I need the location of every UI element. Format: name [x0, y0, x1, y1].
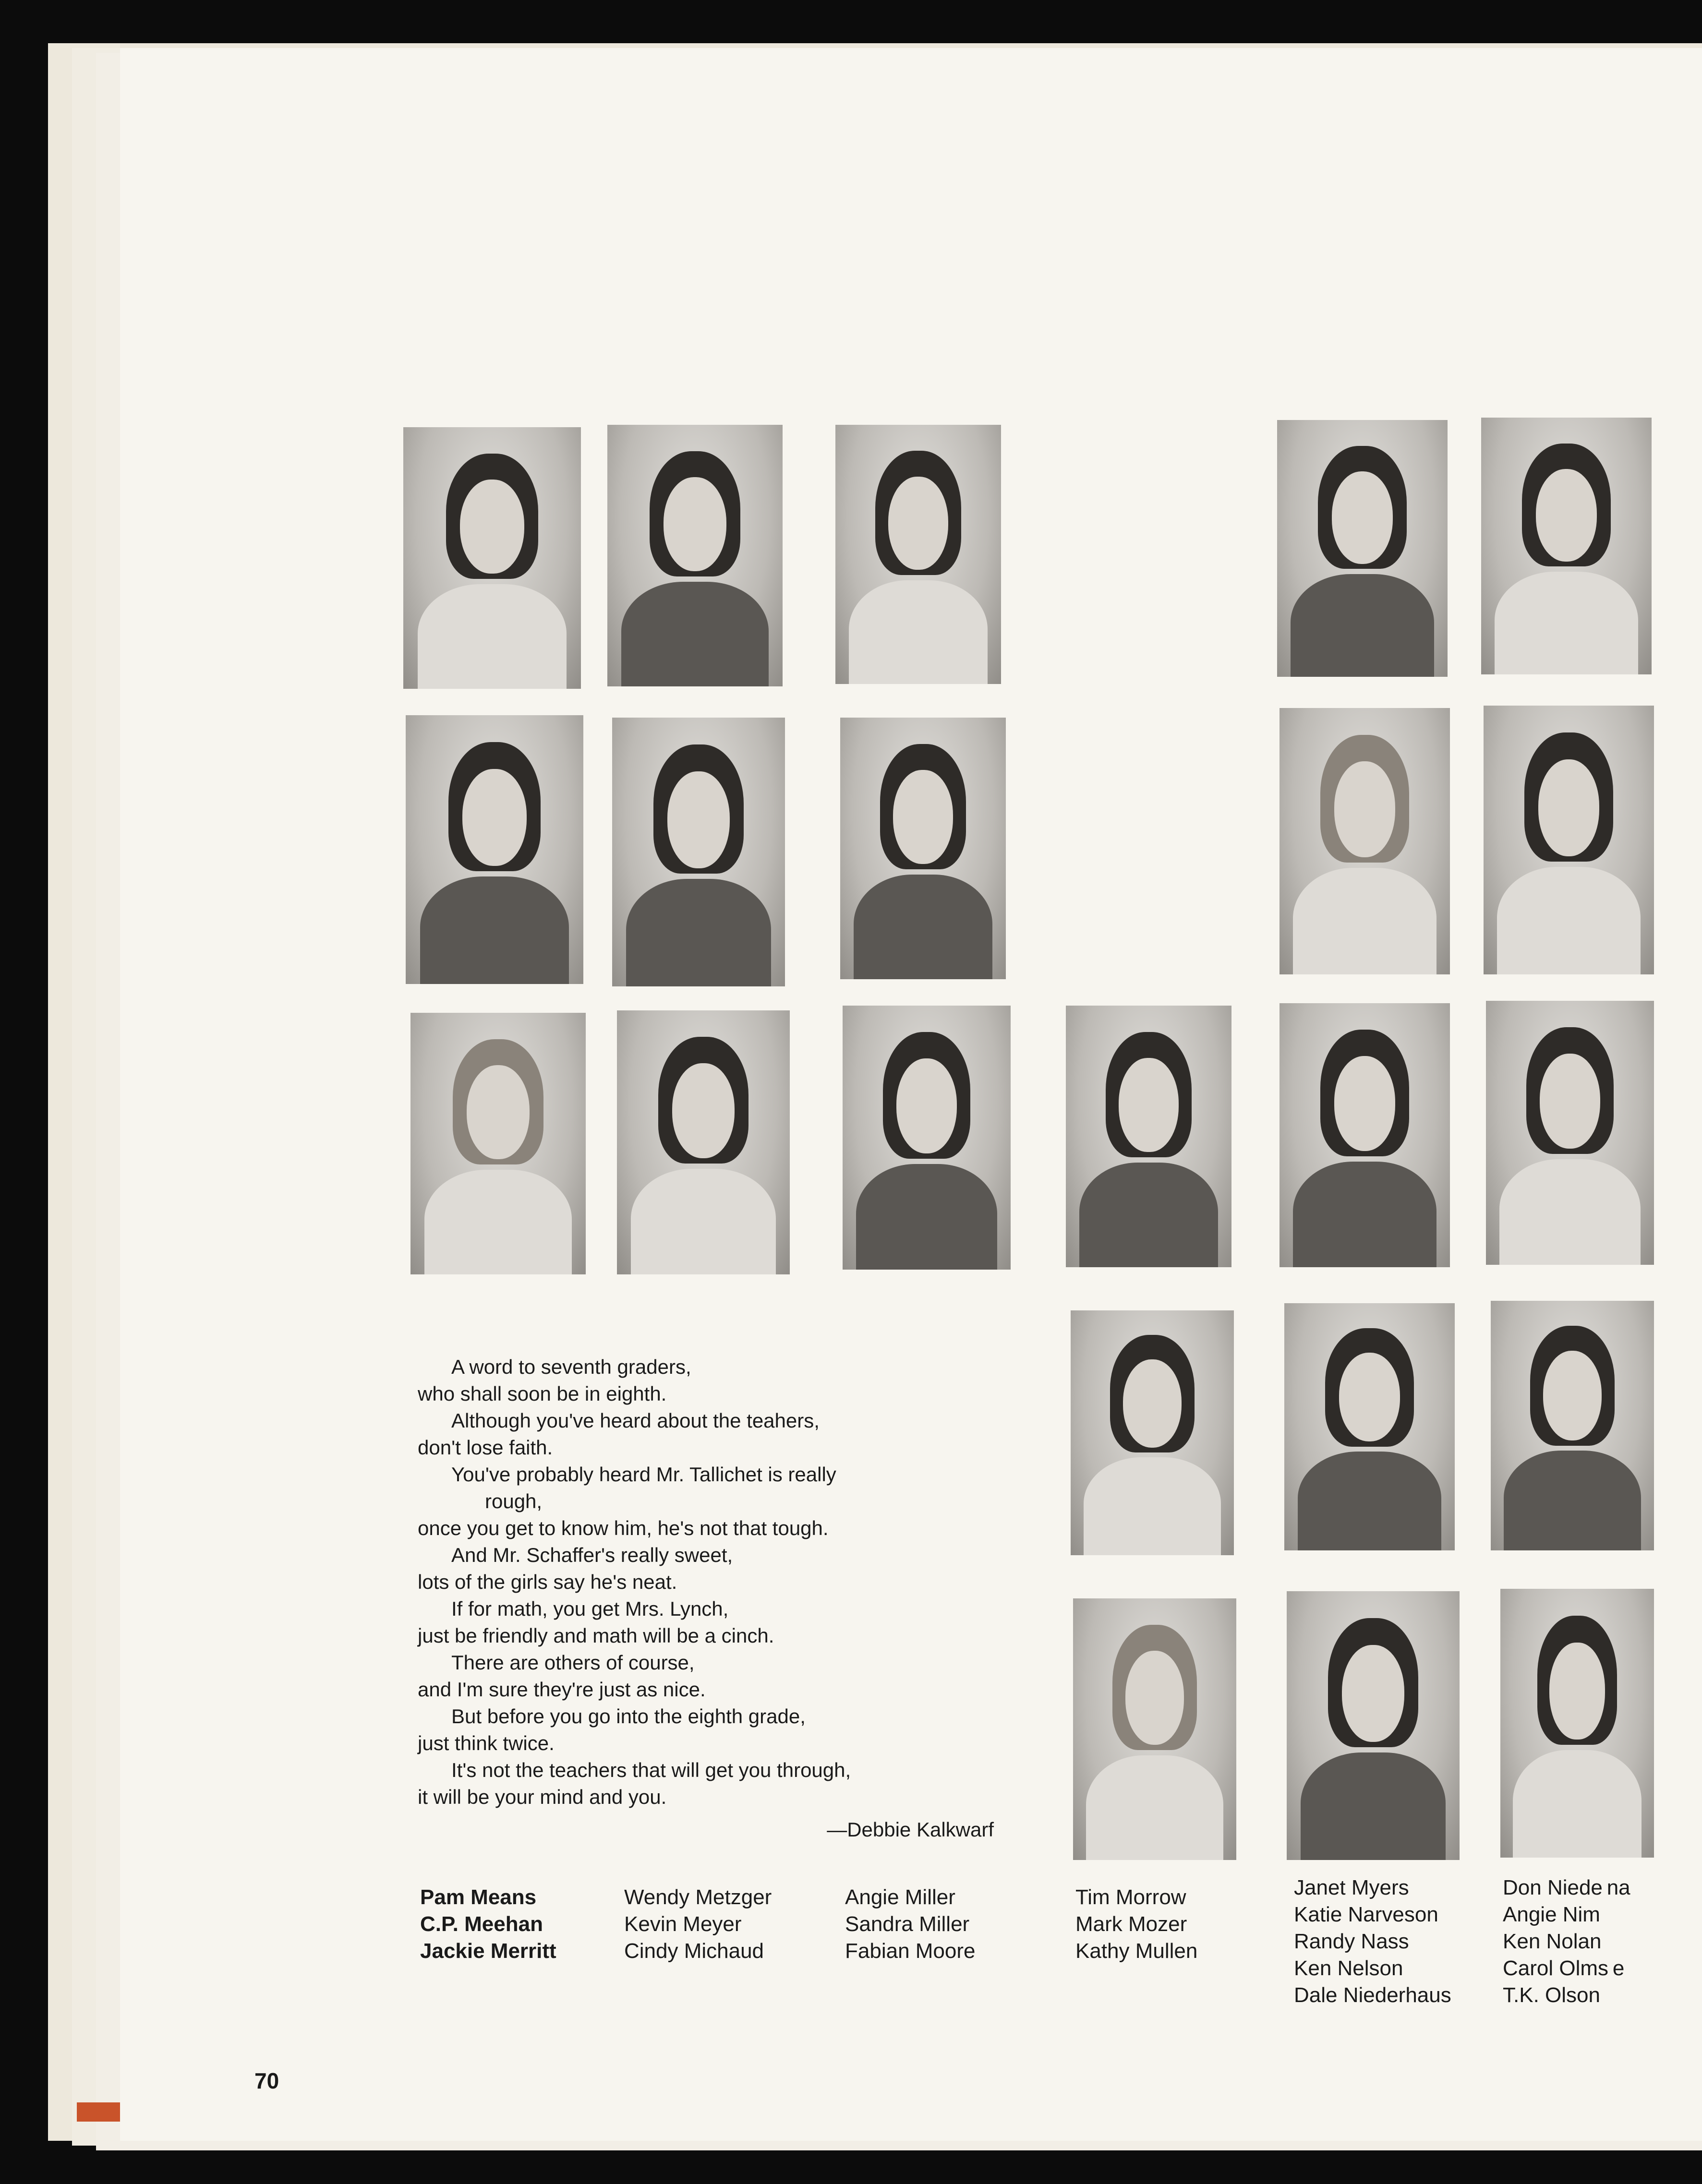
student-name: Carol Olms e — [1503, 1956, 1625, 1980]
student-photo — [840, 718, 1006, 979]
poem-signature: —Debbie Kalkwarf — [827, 1818, 994, 1841]
student-name: Randy Nass — [1294, 1930, 1409, 1953]
poem-line: It's not the teachers that will get you through, — [451, 1759, 851, 1781]
student-photo — [1071, 1310, 1234, 1555]
poem-line: And Mr. Schaffer's really sweet, — [451, 1544, 733, 1566]
student-photo — [403, 427, 581, 689]
student-photo — [410, 1013, 586, 1274]
poem-line: it will be your mind and you. — [418, 1786, 667, 1808]
student-photo — [612, 718, 785, 986]
student-name: Fabian Moore — [845, 1939, 976, 1963]
student-photo — [1500, 1589, 1654, 1858]
name-column — [624, 1884, 772, 1965]
name-column — [1075, 1884, 1197, 1965]
student-photo — [835, 425, 1001, 684]
student-photo — [617, 1010, 790, 1274]
name-column — [845, 1884, 975, 1965]
poem-line: But before you go into the eighth grade, — [451, 1705, 806, 1728]
student-photo — [1073, 1598, 1236, 1860]
name-column — [1294, 1874, 1451, 2009]
student-name: T.K. Olson — [1503, 1983, 1600, 2007]
poem-line: Although you've heard about the teahers, — [451, 1409, 820, 1432]
student-name: Mark Mozer — [1075, 1912, 1187, 1936]
student-name: Ken Nelson — [1294, 1956, 1403, 1980]
student-name: Don Niede na — [1503, 1876, 1630, 1899]
student-name: Jackie Merritt — [420, 1939, 556, 1963]
student-photo — [843, 1006, 1011, 1270]
poem-line: don't lose faith. — [418, 1436, 553, 1459]
student-photo — [1284, 1303, 1455, 1550]
student-photo — [1481, 418, 1652, 674]
student-name: Angie Miller — [845, 1885, 955, 1909]
student-photo — [1277, 420, 1448, 677]
poem-line: once you get to know him, he's not that tough. — [418, 1517, 829, 1539]
student-photo — [1280, 1003, 1450, 1267]
student-name: Pam Means — [420, 1885, 537, 1909]
student-photo — [1280, 708, 1450, 974]
poem-line: and I'm sure they're just as nice. — [418, 1678, 706, 1701]
student-name: Kathy Mullen — [1075, 1939, 1198, 1963]
student-name: Tim Morrow — [1075, 1885, 1186, 1909]
name-column — [420, 1884, 556, 1965]
student-name: Ken Nolan — [1503, 1930, 1602, 1953]
page-number: 70 — [254, 2068, 279, 2093]
poem-line: who shall soon be in eighth. — [418, 1382, 667, 1405]
student-photo — [1486, 1001, 1654, 1265]
poem-line: You've probably heard Mr. Tallichet is really — [451, 1463, 836, 1486]
poem-line: just be friendly and math will be a cinch. — [418, 1624, 774, 1647]
student-name: C.P. Meehan — [420, 1912, 543, 1936]
student-photo — [1484, 706, 1654, 974]
student-name: Katie Narveson — [1294, 1903, 1438, 1926]
student-photo — [1066, 1006, 1231, 1267]
name-column — [1503, 1874, 1630, 2009]
student-name: Kevin Meyer — [624, 1912, 742, 1936]
poem-line: There are others of course, — [451, 1651, 695, 1674]
student-name: Sandra Miller — [845, 1912, 970, 1936]
student-name: Angie Nim — [1503, 1903, 1600, 1926]
student-photo — [1491, 1301, 1654, 1550]
student-name: Dale Niederhaus — [1294, 1983, 1451, 2007]
poem-line: A word to seventh graders, — [451, 1356, 691, 1378]
student-photo — [607, 425, 783, 686]
poem-line: just think twice. — [418, 1732, 555, 1754]
student-name: Cindy Michaud — [624, 1939, 764, 1963]
poem-line: If for math, you get Mrs. Lynch, — [451, 1597, 729, 1620]
student-name: Wendy Metzger — [624, 1885, 772, 1909]
poem — [418, 1354, 994, 1843]
student-name: Janet Myers — [1294, 1876, 1409, 1899]
poem-line: lots of the girls say he's neat. — [418, 1571, 677, 1593]
student-photo — [406, 715, 583, 984]
student-photo — [1287, 1591, 1460, 1860]
poem-line: rough, — [485, 1490, 543, 1512]
